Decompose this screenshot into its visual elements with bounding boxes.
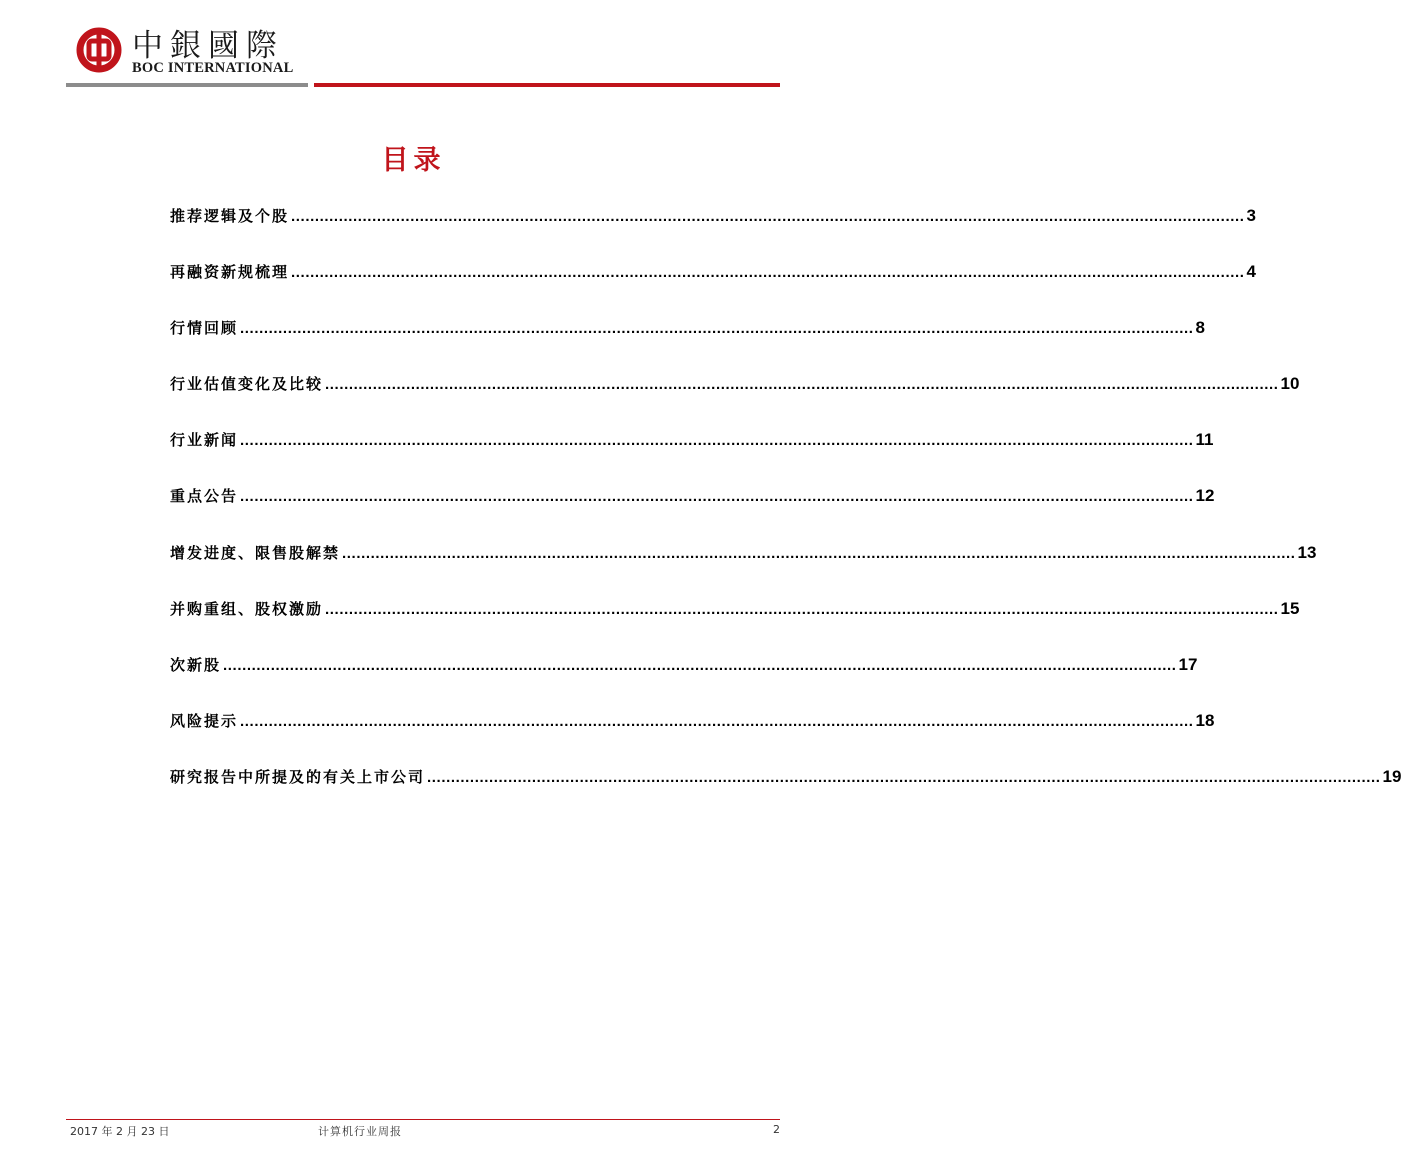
toc-entry[interactable] <box>170 539 1317 595</box>
toc-entry-label: 推荐逻辑及个股 <box>170 207 290 225</box>
toc-entry-label: 行业估值变化及比较 <box>170 375 324 394</box>
toc-dot-leader: ........................................................................................................................................................................................................ <box>240 432 1194 450</box>
header-rule-red <box>314 83 780 87</box>
footer-page-number: 2 <box>773 1123 780 1136</box>
toc-entry[interactable] <box>170 707 1215 763</box>
toc-entry-page: 12 <box>1195 486 1215 506</box>
toc-entry-page: 10 <box>1280 374 1300 394</box>
toc-entry-label: 次新股 <box>170 655 222 674</box>
toc-dot-leader: ........................................................................................................................................................................................................ <box>325 600 1279 618</box>
toc-entry[interactable] <box>170 763 1401 819</box>
toc-entry-label: 研究报告中所提及的有关上市公司 <box>170 767 426 786</box>
boc-logo-icon <box>76 27 122 73</box>
toc-dot-leader: ........................................................................................................................................................................................................ <box>223 656 1177 674</box>
toc-entry-page: 4 <box>1246 262 1256 282</box>
toc-entry-page: 18 <box>1195 710 1215 730</box>
logo-english-name: BOC INTERNATIONAL <box>132 60 294 76</box>
logo-chinese-name: 中銀國際 <box>132 28 284 64</box>
toc-entry[interactable] <box>170 314 1205 370</box>
toc-dot-leader: ........................................................................................................................................................................................................ <box>291 208 1245 225</box>
toc-entry-label: 重点公告 <box>170 487 239 506</box>
toc-entry-label: 再融资新规梳理 <box>170 263 290 282</box>
footer-report-title: 计算机行业周报 <box>318 1125 402 1138</box>
table-of-contents <box>170 202 1401 819</box>
toc-entry-page: 8 <box>1195 318 1205 338</box>
toc-dot-leader: ........................................................................................................................................................................................................ <box>240 712 1194 730</box>
toc-title: 目录 <box>381 145 446 176</box>
toc-entry[interactable] <box>170 482 1215 538</box>
toc-entry-page: 15 <box>1280 598 1300 618</box>
toc-entry-page: 17 <box>1178 654 1198 674</box>
toc-entry-page: 13 <box>1297 542 1317 562</box>
toc-entry[interactable] <box>170 651 1198 707</box>
toc-dot-leader: ........................................................................................................................................................................................................ <box>240 320 1194 338</box>
toc-entry-label: 风险提示 <box>170 711 239 730</box>
toc-dot-leader: ........................................................................................................................................................................................................ <box>325 376 1279 394</box>
toc-entry[interactable] <box>170 258 1256 314</box>
header-rule-grey <box>66 83 308 87</box>
toc-dot-leader: ........................................................................................................................................................................................................ <box>291 264 1245 282</box>
toc-entry-label: 行业新闻 <box>170 431 239 450</box>
toc-entry-page: 19 <box>1382 766 1401 786</box>
toc-dot-leader: ........................................................................................................................................................................................................ <box>240 488 1194 506</box>
toc-entry[interactable] <box>170 595 1300 651</box>
toc-dot-leader: ........................................................................................................................................................................................................ <box>427 768 1381 786</box>
toc-entry-label: 并购重组、股权激励 <box>170 599 324 618</box>
toc-dot-leader: ........................................................................................................................................................................................................ <box>342 544 1296 562</box>
toc-entry[interactable] <box>170 426 1214 482</box>
toc-entry-page: 11 <box>1195 430 1214 450</box>
footer-rule <box>66 1119 780 1120</box>
footer-date: 2017 年 2 月 23 日 <box>70 1125 170 1138</box>
toc-entry-page: 3 <box>1246 206 1256 225</box>
toc-entry[interactable] <box>170 202 1256 258</box>
toc-entry[interactable] <box>170 370 1300 426</box>
toc-entry-label: 增发进度、限售股解禁 <box>170 543 341 562</box>
toc-entry-label: 行情回顾 <box>170 319 239 338</box>
